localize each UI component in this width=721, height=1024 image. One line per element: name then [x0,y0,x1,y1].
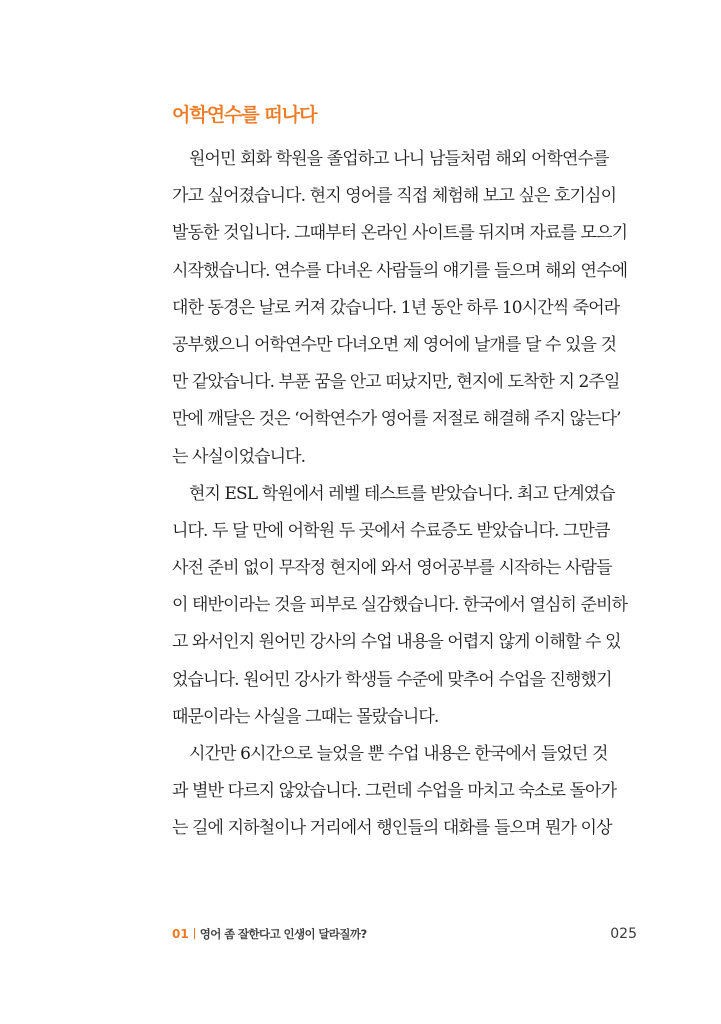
chapter-number: 01 [172,927,189,941]
text-line: 는 길에 지하철이나 거리에서 행인들의 대화를 들으며 뭔가 이상 [172,818,612,839]
text-line: 가고 싶어졌습니다. 현지 영어를 직접 체험해 보고 싶은 호기심이 [172,186,617,207]
text-line: 만에 깨달은 것은 ‘어학연수가 영어를 저절로 해결해 주지 않는다’ [172,409,621,430]
paragraph-3 [172,736,637,848]
text-line: 현지 ESL 학원에서 레벨 테스트를 받았습니다. 최고 단계였습 [189,483,615,504]
text-line: 발동한 것입니다. 그때부터 온라인 사이트를 뒤지며 자료를 모으기 [172,223,628,244]
text-line: 원어민 회화 학원을 졸업하고 나니 남들처럼 해외 어학연수를 [189,149,609,169]
text-line: 때문이라는 사실을 그때는 몰랐습니다. [172,706,439,727]
text-line: 대한 동경은 날로 커져 갔습니다. 1년 동안 하루 10시간씩 죽어라 [172,297,620,318]
text-line: 고 와서인지 원어민 강사의 수업 내용을 어렵지 않게 이해할 수 있 [172,632,621,653]
text-line: 만 같았습니다. 부푼 꿈을 안고 떠났지만, 현지에 도착한 지 2주일 [172,372,620,393]
section-heading: 어학연수를 떠나다 [172,104,317,126]
paragraph-2 [172,476,637,736]
text-line: 시작했습니다. 연수를 다녀온 사람들의 얘기를 들으며 해외 연수에 [172,260,628,281]
page-number: 025 [610,926,637,942]
text-line: 는 사실이었습니다. [172,446,306,467]
body-text [172,141,637,848]
text-line: 었습니다. 원어민 강사가 학생들 수준에 맞추어 수업을 진행했기 [172,669,612,690]
text-line: 과 별반 다르지 않았습니다. 그런데 수업을 마치고 숙소로 돌아가 [172,781,617,802]
chapter-title: 영어 좀 잘한다고 인생이 달라질까? [199,927,367,941]
text-line: 공부했으니 어학연수만 다녀오면 제 영어에 날개를 달 수 있을 것 [172,334,617,355]
paragraph-1 [172,141,637,476]
page-footer [172,924,637,944]
text-line: 사전 준비 없이 무작정 현지에 와서 영어공부를 시작하는 사람들 [172,558,612,579]
running-footer [172,924,367,944]
text-line: 이 태반이라는 것을 피부로 실감했습니다. 한국에서 열심히 준비하 [172,595,628,616]
text-line: 니다. 두 달 만에 어학원 두 곳에서 수료증도 받았습니다. 그만큼 [172,520,610,541]
text-line: 시간만 6시간으로 늘었을 뿐 수업 내용은 한국에서 들었던 것 [189,744,608,764]
footer-divider [194,928,195,939]
